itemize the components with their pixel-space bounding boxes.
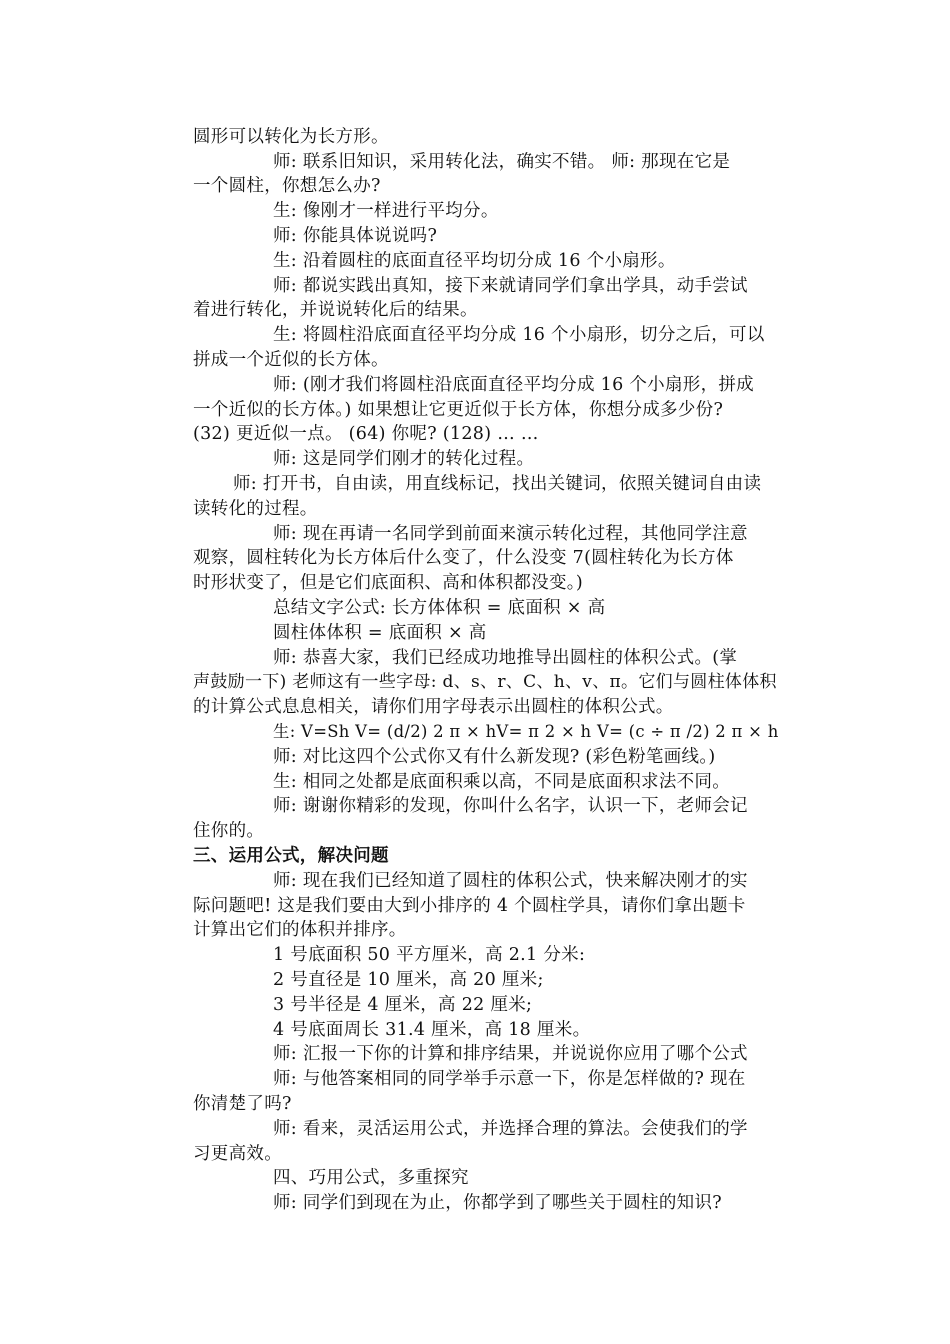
text-line: 习更高效。 (193, 1144, 282, 1164)
text-line: 生: 相同之处都是底面积乘以高，不同是底面积求法不同。 (273, 772, 731, 792)
text-line: 师: 谢谢你精彩的发现，你叫什么名字，认识一下，老师会记 (273, 796, 748, 816)
text-line: (32) 更近似一点。 (64) 你呢? (128) … … (193, 424, 539, 444)
text-line: 师: 打开书，自由读，用直线标记，找出关键词，依照关键词自由读 (233, 474, 762, 494)
text-line: 声鼓励一下) 老师这有一些字母: d、s、r、C、h、v、π。它们与圆柱体体积 (193, 672, 777, 692)
text-line: 总结文字公式: 长方体体积 = 底面积 × 高 (273, 598, 606, 618)
text-line: 读转化的过程。 (193, 499, 318, 519)
text-line: 计算出它们的体积并排序。 (193, 920, 407, 940)
text-line: 圆柱体体积 = 底面积 × 高 (273, 623, 487, 643)
text-line: 际问题吧! 这是我们要由大到小排序的 4 个圆柱学具，请你们拿出题卡 (193, 896, 746, 916)
text-line: 你清楚了吗? (193, 1094, 292, 1114)
text-line: 一个圆柱，你想怎么办? (193, 176, 381, 196)
text-line: 的计算公式息息相关，请你们用字母表示出圆柱的体积公式。 (193, 697, 674, 717)
text-line: 生: 将圆柱沿底面直径平均分成 16 个小扇形，切分之后，可以 (273, 325, 765, 345)
text-line: 师: 恭喜大家，我们已经成功地推导出圆柱的体积公式。(掌 (273, 648, 738, 668)
text-line: 观察，圆柱转化为长方体后什么变了，什么没变 7(圆柱转化为长方体 (193, 548, 734, 568)
text-line: 师: 对比这四个公式你又有什么新发现? (彩色粉笔画线。) (273, 747, 716, 767)
text-line: 生: 沿着圆柱的底面直径平均切分成 16 个小扇形。 (273, 251, 676, 271)
text-line: 师: 你能具体说说吗? (273, 226, 438, 246)
text-line: 师: 看来，灵活运用公式，并选择合理的算法。会使我们的学 (273, 1119, 748, 1139)
text-line: 住你的。 (193, 821, 265, 841)
text-line: 师: 汇报一下你的计算和排序结果，并说说你应用了哪个公式 (273, 1044, 748, 1064)
text-line: 圆形可以转化为长方形。 (193, 127, 389, 147)
text-line: 一个近似的长方体。) 如果想让它更近似于长方体，你想分成多少份? (193, 400, 724, 420)
text-line: 1 号底面积 50 平方厘米，高 2.1 分米: (273, 945, 586, 965)
text-line: 师: 都说实践出真知，接下来就请同学们拿出学具，动手尝试 (273, 276, 748, 296)
text-line: 时形状变了，但是它们底面积、高和体积都没变。) (193, 573, 583, 593)
text-line: 4 号底面周长 31.4 厘米，高 18 厘米。 (273, 1020, 591, 1040)
section-heading: 三、运用公式，解决问题 (193, 846, 389, 866)
section-heading: 四、巧用公式，多重探究 (273, 1168, 469, 1188)
text-line: 着进行转化，并说说转化后的结果。 (193, 300, 478, 320)
text-line: 生: 像刚才一样进行平均分。 (273, 201, 499, 221)
text-line: 师: 同学们到现在为止，你都学到了哪些关于圆柱的知识? (273, 1193, 722, 1213)
text-line: 师: 与他答案相同的同学举手示意一下，你是怎样做的? 现在 (273, 1069, 746, 1089)
text-line: 师: (刚才我们将圆柱沿底面直径平均分成 16 个小扇形，拼成 (273, 375, 754, 395)
text-line: 生: V=Sh V= (d/2) 2 π × hV= π 2 × h V= (c ÷ π /2) 2 π × h (273, 722, 779, 741)
text-line: 师: 联系旧知识，采用转化法，确实不错。 师: 那现在它是 (273, 152, 731, 172)
text-line: 2 号直径是 10 厘米，高 20 厘米; (273, 970, 544, 990)
text-line: 师: 现在再请一名同学到前面来演示转化过程，其他同学注意 (273, 524, 748, 544)
text-line: 拼成一个近似的长方体。 (193, 350, 389, 370)
text-line: 3 号半径是 4 厘米，高 22 厘米; (273, 995, 533, 1015)
text-line: 师: 这是同学们刚才的转化过程。 (273, 449, 535, 469)
text-line: 师: 现在我们已经知道了圆柱的体积公式，快来解决刚才的实 (273, 871, 748, 891)
